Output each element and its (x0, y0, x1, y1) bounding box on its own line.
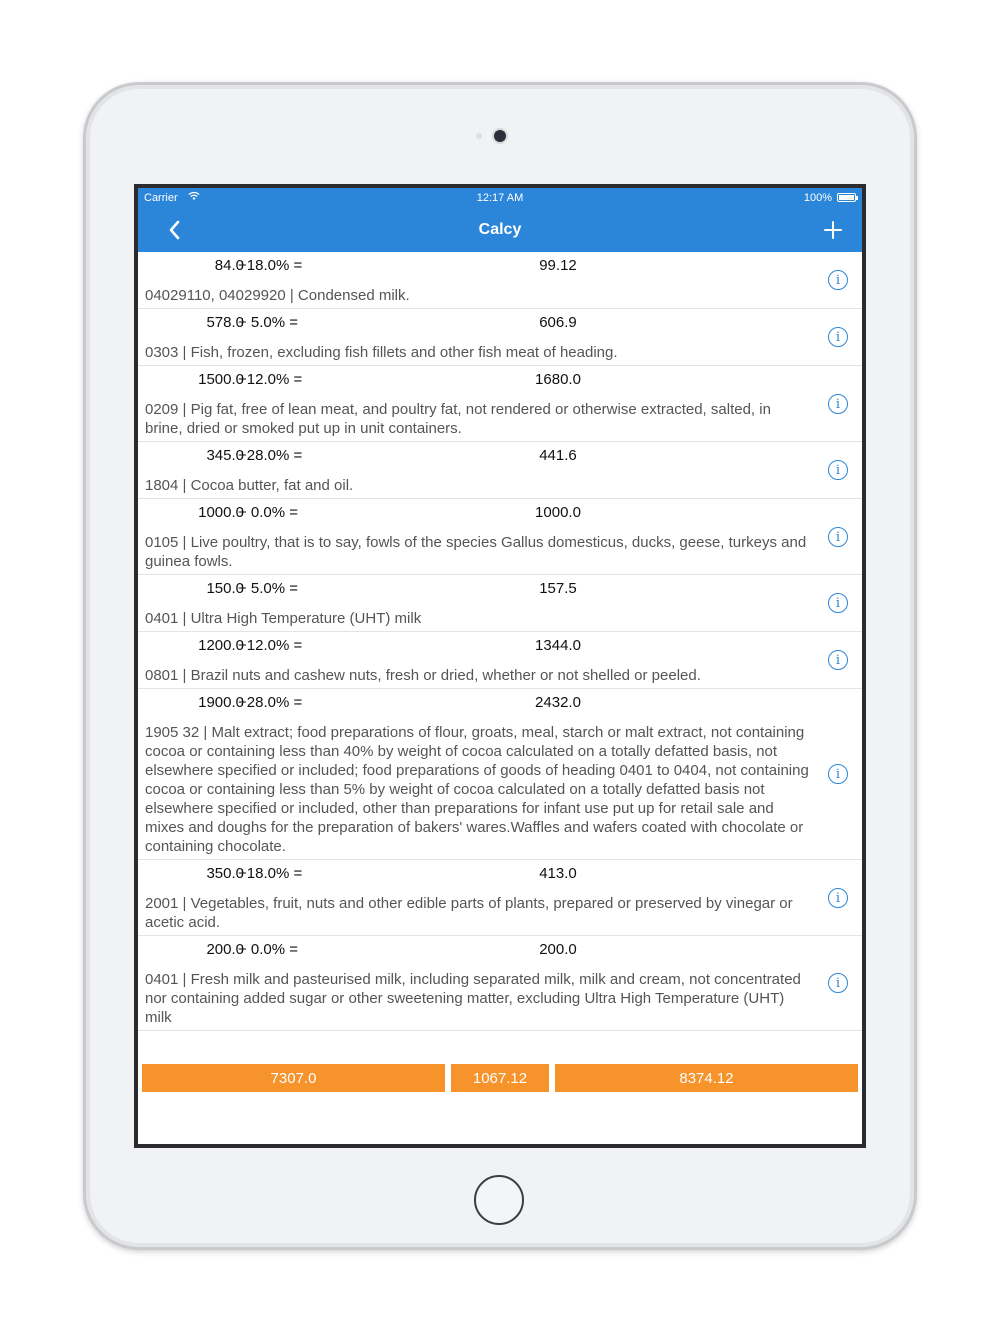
item-rate: +28.0% = (238, 447, 303, 464)
info-icon[interactable]: i (828, 327, 848, 347)
list-item[interactable] (138, 689, 862, 860)
item-rate: +18.0% = (238, 865, 303, 882)
item-rate: + 0.0% = (238, 504, 299, 521)
item-total: 1680.0 (535, 371, 581, 388)
item-price: 84.0 (214, 257, 244, 274)
subtotal-box: 7307.0 (142, 1064, 445, 1092)
item-price: 345.0 (206, 447, 244, 464)
item-rate: +12.0% = (238, 637, 303, 654)
list-item[interactable] (138, 936, 862, 1031)
item-total: 606.9 (539, 314, 577, 331)
navigation-bar (138, 208, 862, 252)
front-sensor (476, 133, 482, 139)
item-total: 441.6 (539, 447, 577, 464)
item-price: 150.0 (206, 580, 244, 597)
summary-bar (142, 1064, 858, 1092)
item-price: 578.0 (206, 314, 244, 331)
status-bar (138, 188, 862, 208)
item-list (138, 252, 862, 1031)
front-camera (494, 130, 506, 142)
list-item[interactable] (138, 499, 862, 575)
info-icon[interactable]: i (828, 764, 848, 784)
tax-total-box: 1067.12 (451, 1064, 549, 1092)
info-icon[interactable]: i (828, 973, 848, 993)
info-icon[interactable]: i (828, 527, 848, 547)
item-description: 0209 | Pig fat, free of lean meat, and poultry fat, not rendered or otherwise extracted, salted, in brine, dried or smoked put up in unit containers. (145, 401, 771, 437)
item-total: 200.0 (539, 941, 577, 958)
item-rate: +12.0% = (238, 371, 303, 388)
item-price: 1000.0 (198, 504, 244, 521)
info-icon[interactable]: i (828, 394, 848, 414)
home-button[interactable] (474, 1175, 524, 1225)
app-screen (138, 188, 862, 1144)
item-total: 1344.0 (535, 637, 581, 654)
list-item[interactable] (138, 575, 862, 632)
list-item[interactable] (138, 366, 862, 442)
info-icon[interactable]: i (828, 593, 848, 613)
screen (134, 184, 866, 1148)
item-price: 200.0 (206, 941, 244, 958)
item-total: 2432.0 (535, 694, 581, 711)
info-icon[interactable]: i (828, 650, 848, 670)
item-rate: +28.0% = (238, 694, 303, 711)
item-total: 157.5 (539, 580, 577, 597)
item-total: 413.0 (539, 865, 577, 882)
battery-percentage: 100% (803, 192, 832, 204)
item-description: 1804 | Cocoa butter, fat and oil. (145, 477, 354, 494)
plus-icon (818, 216, 848, 246)
info-icon[interactable]: i (828, 888, 848, 908)
item-description: 0105 | Live poultry, that is to say, fowls of the species Gallus domesticus, ducks, geese, turkeys and guinea fowls. (145, 534, 807, 570)
item-rate: + 5.0% = (238, 314, 299, 331)
list-item[interactable] (138, 442, 862, 499)
item-description: 0303 | Fish, frozen, excluding fish fillets and other fish meat of heading. (145, 344, 618, 361)
item-total: 99.12 (539, 257, 577, 274)
list-item[interactable] (138, 860, 862, 936)
item-total: 1000.0 (535, 504, 581, 521)
info-icon[interactable]: i (828, 460, 848, 480)
item-price: 1500.0 (198, 371, 244, 388)
list-item[interactable] (138, 632, 862, 689)
item-description: 0401 | Fresh milk and pasteurised milk, including separated milk, milk and cream, not concentrated nor containing added sugar or other sweetening matter, excluding Ultra High Temperature (UHT) milk (145, 971, 801, 1026)
item-rate: + 5.0% = (238, 580, 299, 597)
grand-total-box: 8374.12 (555, 1064, 858, 1092)
battery-icon (837, 193, 856, 202)
item-rate: + 0.0% = (238, 941, 299, 958)
list-item[interactable] (138, 252, 862, 309)
item-description: 0801 | Brazil nuts and cashew nuts, fresh or dried, whether or not shelled or peeled. (145, 667, 701, 684)
status-time: 12:17 AM (476, 192, 524, 204)
item-description: 2001 | Vegetables, fruit, nuts and other edible parts of plants, prepared or preserved by vinegar or acetic acid. (145, 895, 793, 931)
item-rate: +18.0% = (238, 257, 303, 274)
item-description: 04029110, 04029920 | Condensed milk. (145, 287, 410, 304)
item-price: 1900.0 (198, 694, 244, 711)
page-title: Calcy (478, 221, 522, 238)
item-price: 1200.0 (198, 637, 244, 654)
item-description: 1905 32 | Malt extract; food preparations of flour, groats, meal, starch or malt extract, not containing cocoa or containing less than 40% by weight of cocoa calculated on a totally defatted basis, not elsewhere specified or included; food preparations of goods of heading 0401 to 0404, not containing cocoa or containing less than 5% by weight of cocoa calculated on a totally defatted basis not elsewhere specified or included, other than preparations for infant use put up for retail sale and mixes and doughs for the preparation of bakers' wares.Waffles and wafers coated with chocolate or containing chocolate. (145, 724, 809, 855)
item-description: 0401 | Ultra High Temperature (UHT) milk (145, 610, 422, 627)
info-icon[interactable]: i (828, 270, 848, 290)
add-item-button[interactable] (818, 216, 848, 246)
carrier-label: Carrier (144, 192, 178, 204)
item-price: 350.0 (206, 865, 244, 882)
list-item[interactable] (138, 309, 862, 366)
